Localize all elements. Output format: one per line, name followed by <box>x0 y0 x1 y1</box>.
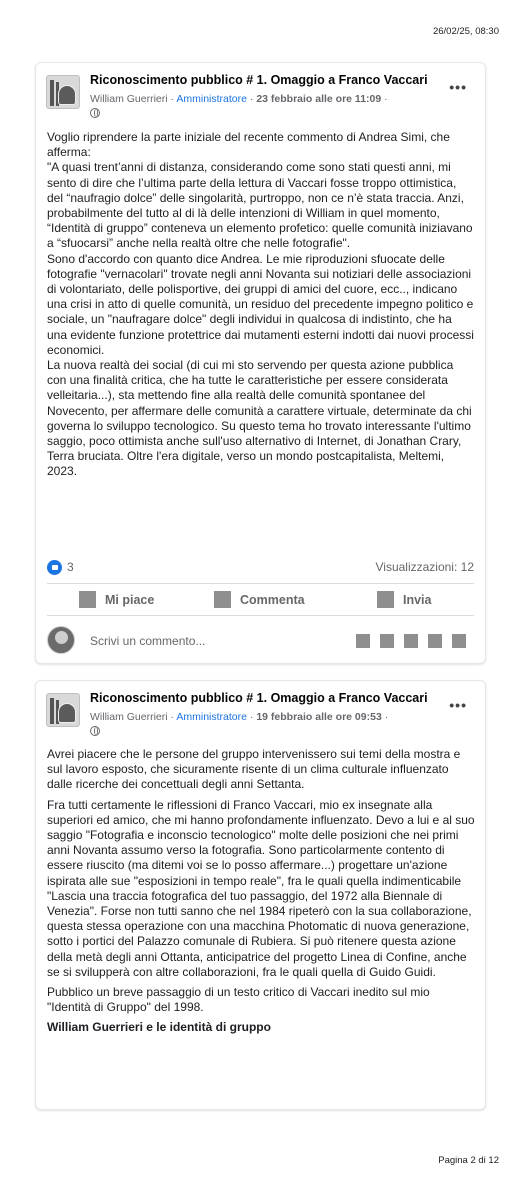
like-reaction-icon <box>47 560 62 575</box>
reactions-summary[interactable] <box>47 558 74 576</box>
post-paragraph: Fra tutti certamente le riflessioni di Franco Vaccari, mio ex insegnate alla superiori ed amico, che mi hanno profondamente influenzato. Devo a lui e al suo saggio "Fotografia e inconscio tecnologico" molte delle posizioni che nei primi anni Novanta assumo verso la fotografia. Sono particolarmente contento di essere riuscito (ma ditemi voi se lo posso affermare...) progettare un'azione ispirata alle sue "esposizioni in tempo reale", fra le quali quella indimenticabile "Lascia una traccia fotografica del tuo passaggio, del 1972 alla Biennale di Venezia". Forse non tutti sanno che nel 1984 ripeterò con la sua collaborazione, questa stessa operazione con una macchina Photomatic di nuova generazione, sotto i portici del Palazzo comunale di Rubiera. Si può ritenere questa azione della metà degli anni Ottanta, anticipatrice del progetto Linea di Confine, anche se si svilupperà con altre collaborazioni, fra le quali quella di Guido Guidi. <box>47 797 475 979</box>
like-icon <box>79 591 96 608</box>
comment-label: Commenta <box>240 592 305 607</box>
share-icon <box>377 591 394 608</box>
meta-separator: · <box>249 93 254 105</box>
post-paragraph: La nuova realtà dei social (di cui mi sto servendo per questa azione pubblica con una finalità critica, che ha tutte le caratteristiche per essere considerata velleitaria...), sta mettendo fine alla realtà delle comunità spontanee del Novecento, per affermare delle comunità a carattere virtuale, determinate da chi governa lo sviluppo tecnologico. Su questo tema ho trovato interessante l'ultimo saggio, poco ottimista anche sull'uso alternativo di Internet, di Jonathan Crary, Terra bruciata. Oltre l'era digitale, verso un mondo postcapitalista, Meltemi, 2023. <box>47 358 472 479</box>
comment-input[interactable]: Scrivi un commento... <box>90 634 206 648</box>
post-text <box>47 747 475 1041</box>
gif-icon[interactable] <box>428 634 442 648</box>
comment-composer <box>47 626 474 656</box>
divider <box>47 615 474 616</box>
share-button[interactable] <box>377 591 432 608</box>
globe-icon <box>90 726 100 736</box>
post-meta <box>90 711 388 723</box>
post-paragraph: Avrei piacere che le persone del gruppo intervenissero sui temi della mostra e sul lavoro esposto, che sicuramente risente di un clima culturale influenzato dalle ricerche dei concettuali degli anni Settanta. <box>47 747 461 792</box>
author-name[interactable]: William Guerrieri <box>90 93 168 105</box>
comment-button[interactable] <box>214 591 305 608</box>
author-role: Amministratore <box>176 711 247 723</box>
group-avatar[interactable] <box>46 693 80 727</box>
post-card <box>35 62 486 664</box>
more-options-icon[interactable]: ••• <box>449 79 467 95</box>
divider <box>47 583 474 584</box>
post-meta <box>90 93 388 105</box>
print-page-number: Pagina 2 di 12 <box>438 1155 499 1166</box>
post-paragraph: "A quasi trent’anni di distanza, considerando come sono stati questi anni, mi sento di dire che l’ultima parte della lettura di Vaccari fosse troppo ottimistica, del “naufragio dolce” delle singolarità, purtroppo, non ce n’è stata traccia. Anzi, probabilmente del tutto al di là delle intenzioni di William in quel momento, “Identità di gruppo” conteneva un elemento profetico: quelle comunità iniziavano a “sfuocarsi” anche nella realtà oltre che nelle fotografie". <box>47 160 473 251</box>
share-label: Invia <box>403 592 432 607</box>
globe-icon <box>90 108 100 118</box>
post-title[interactable]: Riconoscimento pubblico # 1. Omaggio a Franco Vaccari <box>90 73 428 87</box>
post-header <box>46 73 475 123</box>
post-paragraph: Sono d'accordo con quanto dice Andrea. Le mie riproduzioni sfuocate delle fotografie "vernacolari" trovate negli anni Novanta sui notiziari delle associazioni di volontariato, delle polisportive, dei gruppi di amici del cuore, ecc.., indicano una crisi in atto di quelle comunità, un residuo del precedente impegno politico e sociale, un "naufragare dolce" degli individui in qualcosa di indistinto, che ha una evidente funzione protettrice dai mutamenti esterni indotti dai nuovi processi economici. <box>47 251 474 357</box>
post-date[interactable]: 19 febbraio alle ore 09:53 <box>256 711 382 723</box>
post-paragraph: William Guerrieri e le identità di gruppo <box>47 1020 271 1035</box>
print-date: 26/02/25, 08:30 <box>432 26 499 37</box>
more-options-icon[interactable]: ••• <box>449 697 467 713</box>
user-avatar <box>47 626 75 654</box>
author-role: Amministratore <box>176 93 247 105</box>
post-title[interactable]: Riconoscimento pubblico # 1. Omaggio a Franco Vaccari <box>90 691 428 705</box>
camera-icon[interactable] <box>404 634 418 648</box>
emoji-icon[interactable] <box>380 634 394 648</box>
group-avatar[interactable] <box>46 75 80 109</box>
comment-tools <box>346 634 466 648</box>
like-label: Mi piace <box>105 592 155 607</box>
comment-icon <box>214 591 231 608</box>
post-date[interactable]: 23 febbraio alle ore 11:09 <box>256 93 382 105</box>
post-paragraph: Pubblico un breve passaggio di un testo critico di Vaccari inedito sul mio "Identità di Gruppo" del 1998. <box>47 985 430 1015</box>
sticker-icon[interactable] <box>452 634 466 648</box>
post-actions <box>47 587 474 613</box>
view-count: Visualizzazioni: 12 <box>375 560 474 574</box>
post-header <box>46 691 475 741</box>
meta-separator: · <box>384 93 388 105</box>
author-name[interactable]: William Guerrieri <box>90 711 168 723</box>
meta-separator: · <box>170 93 175 105</box>
post-text <box>47 130 475 480</box>
post-card <box>35 680 486 1110</box>
avatar-sticker-icon[interactable] <box>356 634 370 648</box>
like-button[interactable] <box>79 591 154 608</box>
meta-separator: · <box>249 711 254 723</box>
reaction-count: 3 <box>67 560 74 574</box>
meta-separator: · <box>384 711 389 723</box>
post-paragraph: Voglio riprendere la parte iniziale del recente commento di Andrea Simi, che afferma: <box>47 130 450 160</box>
meta-separator: · <box>170 711 175 723</box>
